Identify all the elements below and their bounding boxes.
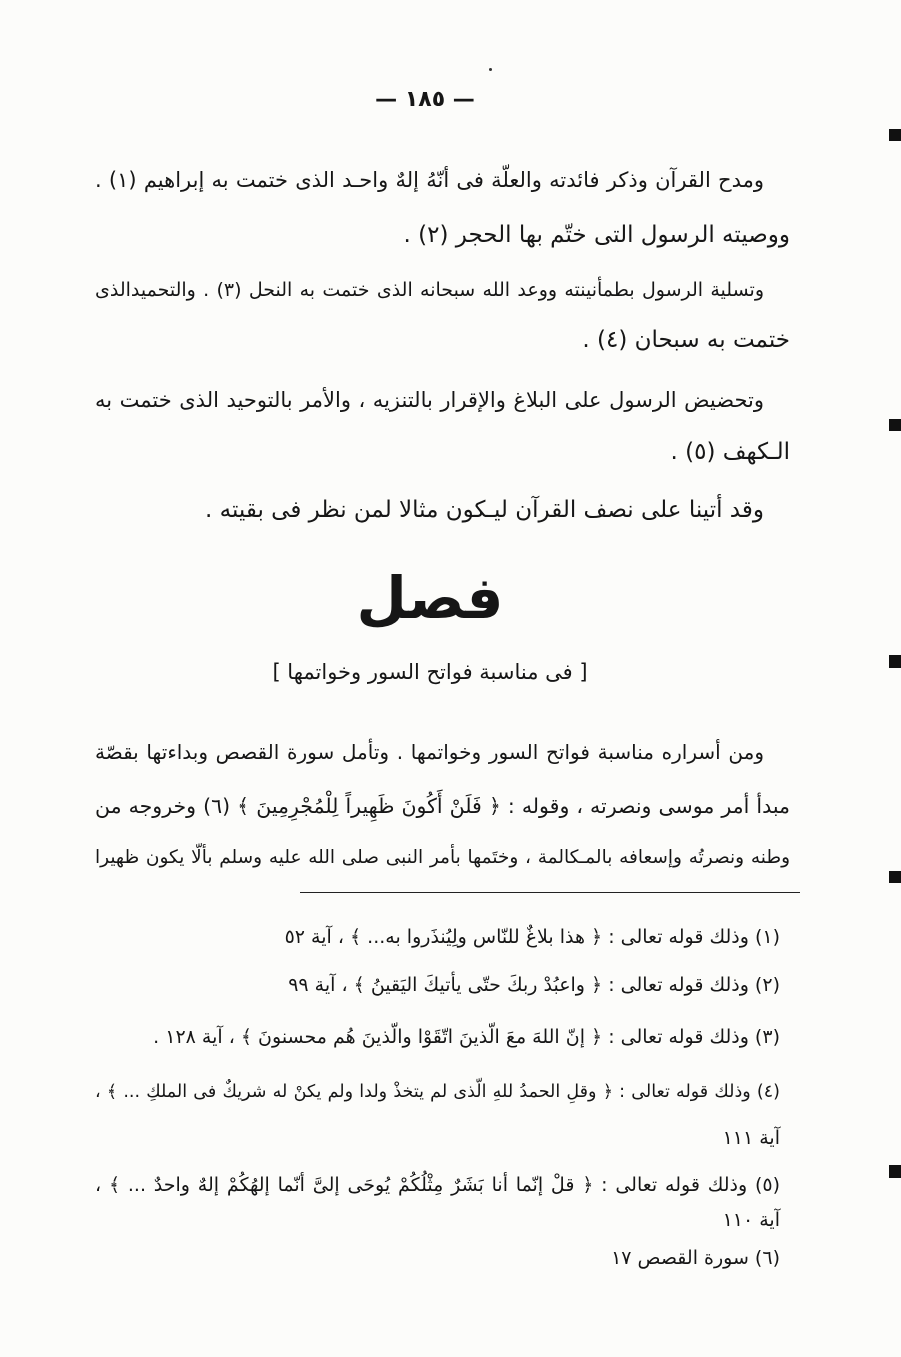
footnote-line: آية ١١٠ — [722, 1209, 780, 1231]
scan-mark — [889, 871, 901, 883]
footnote-line: (٦) سورة القصص ١٧ — [611, 1247, 780, 1269]
body-line: ختمت به سبحان (٤) . — [582, 327, 790, 353]
footnote-line: آية ١١١ — [722, 1127, 780, 1149]
section-heading: فصل — [356, 564, 504, 632]
body-line: وتحضيض الرسول على البلاغ والإقرار بالتنزيه ، والأمر بالتوحيد الذى ختمت به — [95, 388, 764, 412]
body-line: وقد أتينا على نصف القرآن ليـكون مثالا لمن نظر فى بقيته . — [205, 497, 764, 523]
body-line: ووصيته الرسول التى ختّم بها الحجر (٢) . — [403, 222, 790, 248]
scan-speck — [489, 68, 492, 71]
body-line: ومن أسراره مناسبة فواتح السور وخواتمها . وتأمل سورة القصص وبداءتها بقصّة — [95, 740, 764, 764]
body-line: وتسلية الرسول بطمأنينته ووعد الله سبحانه الذى ختمت به النحل (٣) . والتحميدالذى — [95, 279, 764, 301]
body-line: وطنه ونصرتُه وإسعافه بالمـكالمة ، وختَمها بأمر النبى صلى الله عليه وسلم بألّا يكون ظهيرا — [95, 847, 790, 868]
page-number: — ١٨٥ — — [375, 87, 475, 112]
body-line: ومدح القرآن وذكر فائدته والعلّة فى أنّهُ إلهٌ واحـد الذى ختمت به إبراهيم (١) . — [95, 168, 764, 192]
footnote-divider — [300, 892, 800, 893]
scan-mark — [889, 1165, 901, 1178]
scan-mark — [889, 129, 901, 141]
section-subheading: [ فى مناسبة فواتح السور وخواتمها ] — [272, 660, 588, 684]
footnote-line: (٥) وذلك قوله تعالى : ﴿ قلْ إنّما أنا بَشَرٌ مِثْلُكُمْ يُوحَى إلىَّ أنّما إلهُكُمْ إلهٌ واحدٌ ... ﴾ ، — [95, 1174, 780, 1196]
footnote-line: (٢) وذلك قوله تعالى : ﴿ واعبُدْ ربكَ حتّى يأتيكَ اليَقينُ ﴾ ، آية ٩٩ — [288, 974, 780, 996]
scan-mark — [889, 419, 901, 431]
scan-mark — [889, 655, 901, 668]
body-line: الـكهف (٥) . — [670, 439, 790, 465]
footnote-line: (٤) وذلك قوله تعالى : ﴿ وقلِ الحمدُ للهِ الّذى لم يتخذْ ولدا ولم يكنْ له شريكٌ فى الملكِ ... ﴾ ، — [95, 1082, 780, 1102]
body-line: مبدأ أمر موسى ونصرته ، وقوله : ﴿ فَلَنْ أَكُونَ ظَهِيراً لِلْمُجْرِمِينَ ﴾ (٦) وخروجه من — [95, 794, 790, 818]
footnote-line: (٣) وذلك قوله تعالى : ﴿ إنّ اللهَ معَ الّذينَ اتّقَوْا والّذينَ هُم محسنونَ ﴾ ، آية ١٢٨ . — [153, 1026, 780, 1048]
footnote-line: (١) وذلك قوله تعالى : ﴿ هذا بلاغٌ للنّاس ولِيُنذَروا به... ﴾ ، آية ٥٢ — [284, 926, 780, 948]
